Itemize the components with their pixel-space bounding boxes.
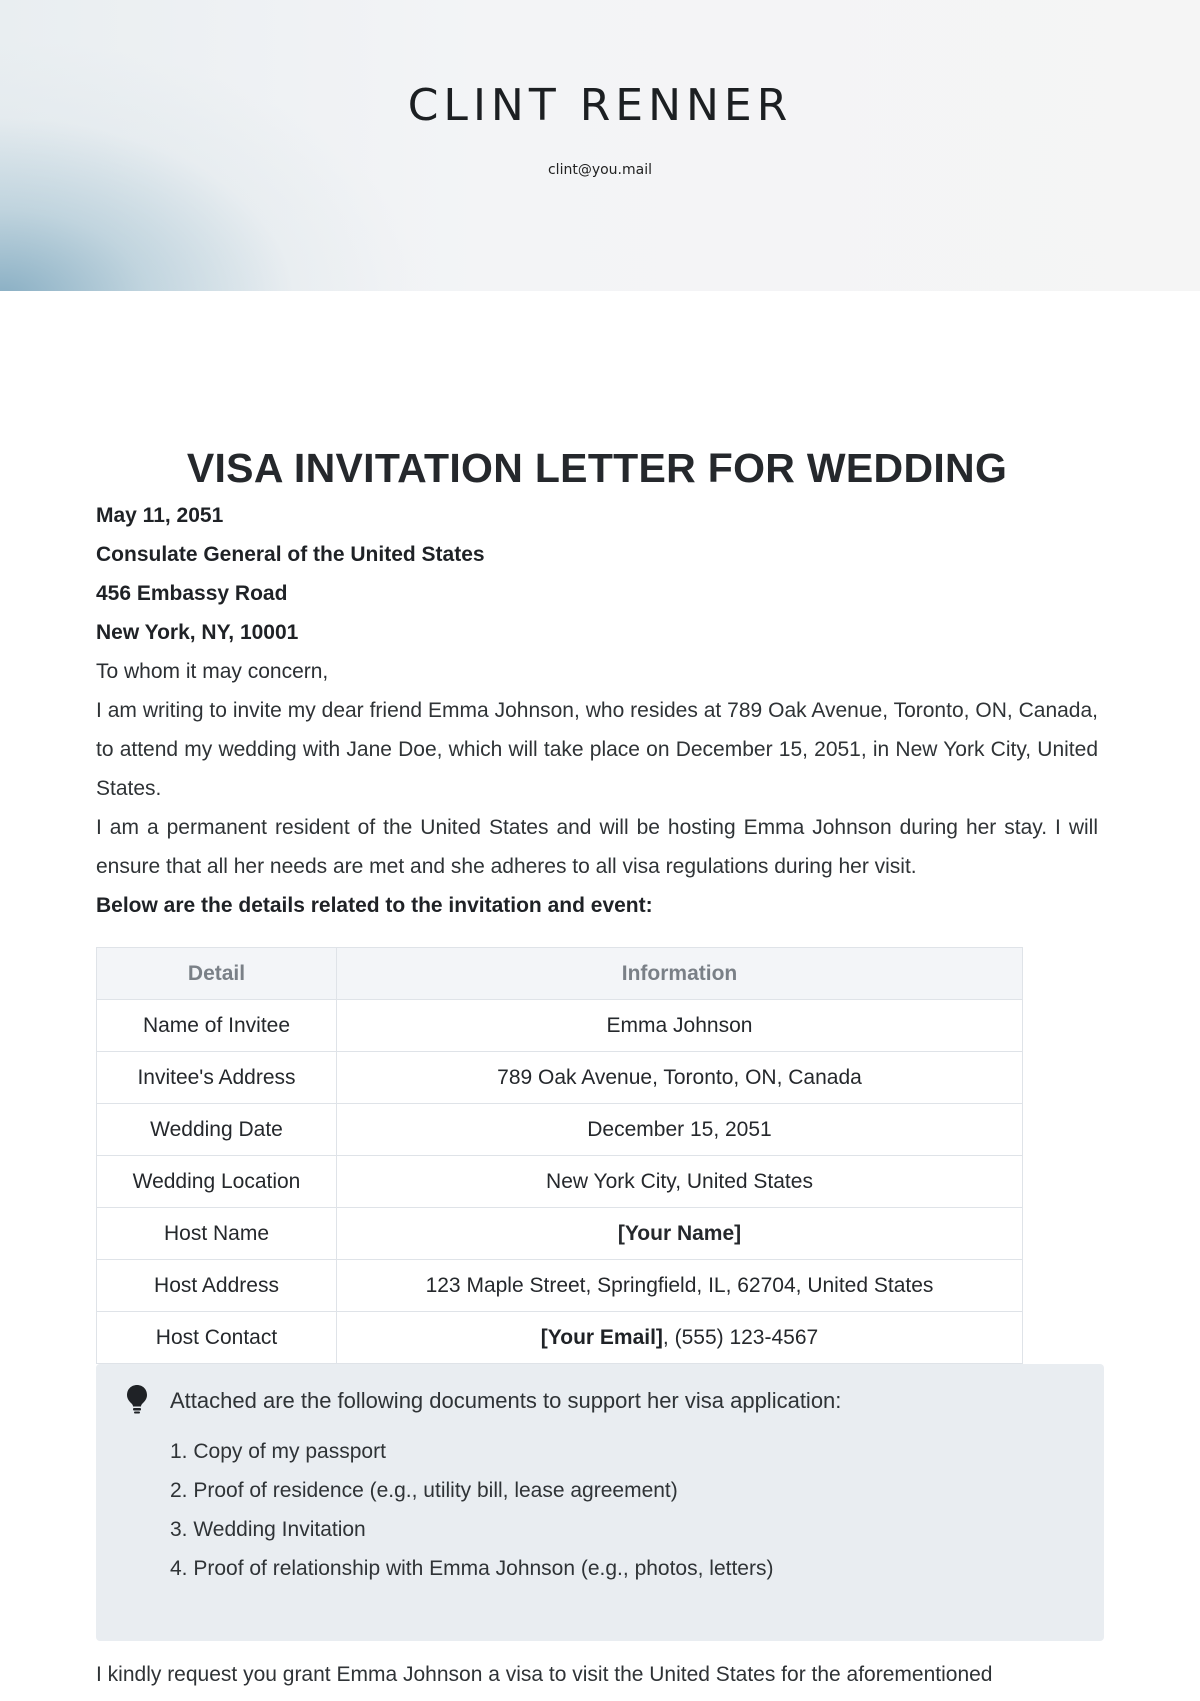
detail-cell: Invitee's Address — [97, 1052, 337, 1104]
detail-cell: Host Contact — [97, 1312, 337, 1364]
list-item: 4. Proof of relationship with Emma Johnson (e.g., photos, letters) — [170, 1557, 774, 1580]
details-intro: Below are the details related to the invitation and event: — [96, 894, 653, 917]
recipient-line-2: 456 Embassy Road — [96, 582, 288, 605]
letter-body — [96, 440, 1098, 1694]
table-row — [97, 1260, 1023, 1312]
table-row — [97, 1052, 1023, 1104]
list-item: 2. Proof of residence (e.g., utility bill, lease agreement) — [170, 1479, 678, 1502]
recipient-line-1: Consulate General of the United States — [96, 543, 485, 566]
paragraph-hosting: I am a permanent resident of the United States and will be hosting Emma Johnson during her stay. I will ensure that all her needs are met and she adheres to all visa regulations during her visit. — [96, 816, 1098, 878]
sender-email: clint@you.mail — [547, 162, 652, 178]
table-row — [97, 1000, 1023, 1052]
recipient-line-3: New York, NY, 10001 — [96, 621, 299, 644]
page-title: VISA INVITATION LETTER FOR WEDDING — [186, 445, 1008, 491]
info-cell: 123 Maple Street, Springfield, IL, 62704, United States — [337, 1260, 1023, 1312]
table-header-row — [97, 948, 1023, 1000]
table-row — [97, 1156, 1023, 1208]
table-row — [97, 1312, 1023, 1364]
host-email-placeholder: [Your Email] — [540, 1325, 663, 1349]
column-header-information: Information — [337, 948, 1023, 1000]
details-table — [96, 947, 1023, 1364]
info-cell: December 15, 2051 — [337, 1104, 1023, 1156]
info-cell — [337, 1312, 1023, 1364]
host-phone: , (555) 123-4567 — [662, 1325, 819, 1349]
table-row — [97, 1104, 1023, 1156]
letter-date: May 11, 2051 — [96, 504, 224, 527]
salutation: To whom it may concern, — [96, 660, 329, 683]
sender-name: CLINT RENNER — [407, 80, 793, 131]
detail-cell: Host Address — [97, 1260, 337, 1312]
info-cell: New York City, United States — [337, 1156, 1023, 1208]
attachments-callout — [96, 1364, 1104, 1641]
letterhead-banner — [0, 0, 1200, 291]
lightbulb-icon — [126, 1384, 148, 1414]
detail-cell: Wedding Location — [97, 1156, 337, 1208]
info-cell: Emma Johnson — [337, 1000, 1023, 1052]
detail-cell: Name of Invitee — [97, 1000, 337, 1052]
paragraph-invitation: I am writing to invite my dear friend Emma Johnson, who resides at 789 Oak Avenue, Toronto, ON, Canada, to attend my wedding with Jane Doe, which will take place on December 15, 2051, in New York City, United States. — [96, 699, 1098, 800]
callout-intro: Attached are the following documents to support her visa application: — [170, 1388, 842, 1413]
info-cell: 789 Oak Avenue, Toronto, ON, Canada — [337, 1052, 1023, 1104]
detail-cell: Host Name — [97, 1208, 337, 1260]
column-header-detail: Detail — [97, 948, 337, 1000]
closing-paragraph: I kindly request you grant Emma Johnson a visa to visit the United States for the aforementioned — [96, 1663, 993, 1686]
info-cell: [Your Name] — [337, 1208, 1023, 1260]
list-item: 3. Wedding Invitation — [170, 1518, 366, 1541]
table-row — [97, 1208, 1023, 1260]
list-item: 1. Copy of my passport — [170, 1440, 386, 1463]
detail-cell: Wedding Date — [97, 1104, 337, 1156]
attachments-list — [170, 1432, 1104, 1588]
